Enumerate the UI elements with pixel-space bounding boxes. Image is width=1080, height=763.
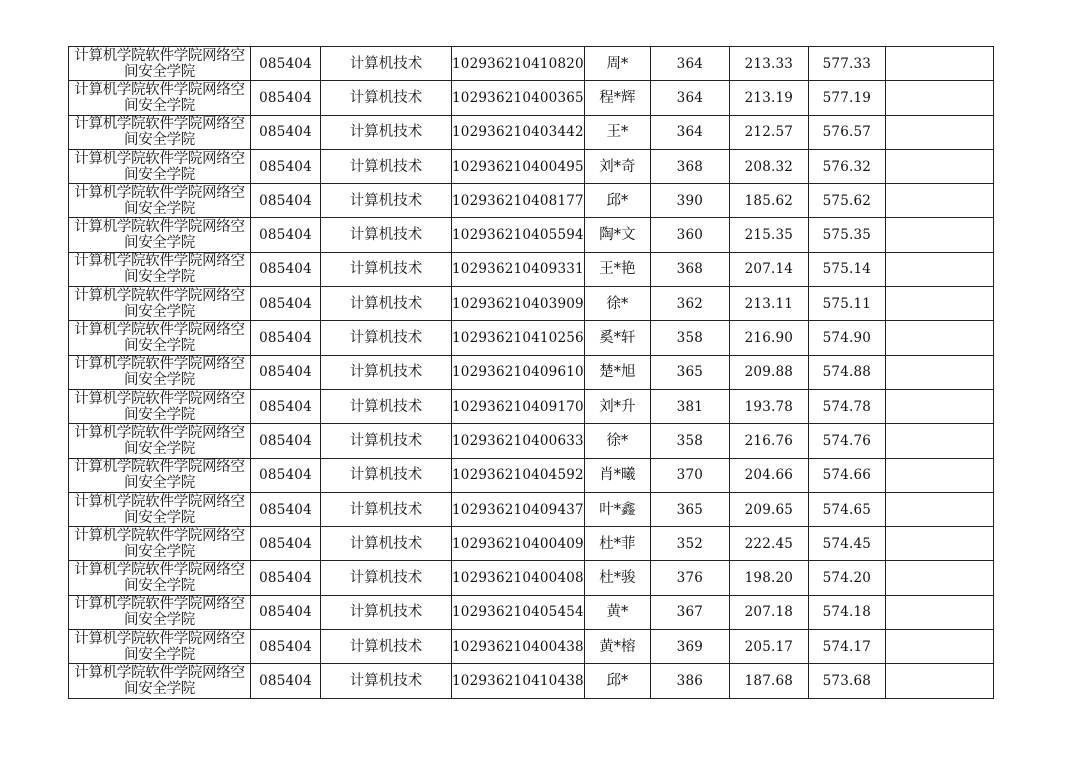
- total-score-cell: 574.65: [808, 492, 885, 526]
- total-score-cell: 574.17: [808, 630, 885, 664]
- major-name-cell: 计算机技术: [321, 492, 452, 526]
- college-cell: 计算机学院软件学院网络空间安全学院: [69, 81, 251, 115]
- exam-id-cell: 102936210400365: [452, 81, 585, 115]
- exam-id-cell: 102936210400633: [452, 424, 585, 458]
- total-score-cell: 576.57: [808, 115, 885, 149]
- remark-cell: [885, 149, 993, 183]
- major-name-cell: 计算机技术: [321, 184, 452, 218]
- candidate-name-cell: 徐*: [584, 287, 650, 321]
- major-name-cell: 计算机技术: [321, 115, 452, 149]
- table-row: [69, 458, 994, 492]
- total-score-cell: 577.33: [808, 47, 885, 81]
- college-cell: 计算机学院软件学院网络空间安全学院: [69, 115, 251, 149]
- table-row: [69, 184, 994, 218]
- candidate-name-cell: 程*辉: [584, 81, 650, 115]
- total-score-cell: 575.11: [808, 287, 885, 321]
- college-cell: 计算机学院软件学院网络空间安全学院: [69, 218, 251, 252]
- exam-id-cell: 102936210400438: [452, 630, 585, 664]
- table-row: [69, 492, 994, 526]
- table-row: [69, 252, 994, 286]
- initial-score-cell: 365: [650, 355, 729, 389]
- remark-cell: [885, 424, 993, 458]
- retest-score-cell: 198.20: [729, 561, 808, 595]
- total-score-cell: 574.78: [808, 389, 885, 423]
- major-code-cell: 085404: [251, 595, 321, 629]
- initial-score-cell: 368: [650, 149, 729, 183]
- major-code-cell: 085404: [251, 389, 321, 423]
- exam-id-cell: 102936210410438: [452, 664, 585, 698]
- exam-id-cell: 102936210409610: [452, 355, 585, 389]
- exam-id-cell: 102936210405454: [452, 595, 585, 629]
- total-score-cell: 574.45: [808, 527, 885, 561]
- major-name-cell: 计算机技术: [321, 424, 452, 458]
- major-name-cell: 计算机技术: [321, 458, 452, 492]
- major-code-cell: 085404: [251, 47, 321, 81]
- major-name-cell: 计算机技术: [321, 389, 452, 423]
- candidate-name-cell: 肖*曦: [584, 458, 650, 492]
- candidate-name-cell: 黄*: [584, 595, 650, 629]
- initial-score-cell: 360: [650, 218, 729, 252]
- remark-cell: [885, 561, 993, 595]
- total-score-cell: 574.18: [808, 595, 885, 629]
- major-name-cell: 计算机技术: [321, 561, 452, 595]
- major-name-cell: 计算机技术: [321, 321, 452, 355]
- table-body: [69, 47, 994, 699]
- table-row: [69, 81, 994, 115]
- college-cell: 计算机学院软件学院网络空间安全学院: [69, 321, 251, 355]
- college-cell: 计算机学院软件学院网络空间安全学院: [69, 252, 251, 286]
- remark-cell: [885, 81, 993, 115]
- major-name-cell: 计算机技术: [321, 664, 452, 698]
- initial-score-cell: 376: [650, 561, 729, 595]
- retest-score-cell: 209.88: [729, 355, 808, 389]
- retest-score-cell: 204.66: [729, 458, 808, 492]
- major-code-cell: 085404: [251, 115, 321, 149]
- remark-cell: [885, 115, 993, 149]
- remark-cell: [885, 527, 993, 561]
- college-cell: 计算机学院软件学院网络空间安全学院: [69, 424, 251, 458]
- table-row: [69, 527, 994, 561]
- table-row: [69, 218, 994, 252]
- remark-cell: [885, 184, 993, 218]
- exam-id-cell: 102936210409331: [452, 252, 585, 286]
- major-code-cell: 085404: [251, 149, 321, 183]
- major-name-cell: 计算机技术: [321, 218, 452, 252]
- retest-score-cell: 213.19: [729, 81, 808, 115]
- initial-score-cell: 386: [650, 664, 729, 698]
- college-cell: 计算机学院软件学院网络空间安全学院: [69, 527, 251, 561]
- candidate-name-cell: 黄*榕: [584, 630, 650, 664]
- major-code-cell: 085404: [251, 218, 321, 252]
- candidate-name-cell: 邱*: [584, 664, 650, 698]
- retest-score-cell: 193.78: [729, 389, 808, 423]
- total-score-cell: 574.20: [808, 561, 885, 595]
- exam-id-cell: 102936210409437: [452, 492, 585, 526]
- initial-score-cell: 381: [650, 389, 729, 423]
- exam-id-cell: 102936210403442: [452, 115, 585, 149]
- college-cell: 计算机学院软件学院网络空间安全学院: [69, 664, 251, 698]
- initial-score-cell: 352: [650, 527, 729, 561]
- exam-id-cell: 102936210410256: [452, 321, 585, 355]
- table-row: [69, 287, 994, 321]
- exam-id-cell: 102936210405594: [452, 218, 585, 252]
- remark-cell: [885, 218, 993, 252]
- candidate-name-cell: 刘*升: [584, 389, 650, 423]
- total-score-cell: 575.35: [808, 218, 885, 252]
- major-name-cell: 计算机技术: [321, 81, 452, 115]
- admission-score-table: [68, 46, 994, 699]
- retest-score-cell: 205.17: [729, 630, 808, 664]
- total-score-cell: 577.19: [808, 81, 885, 115]
- major-code-cell: 085404: [251, 287, 321, 321]
- remark-cell: [885, 355, 993, 389]
- major-name-cell: 计算机技术: [321, 527, 452, 561]
- table-row: [69, 355, 994, 389]
- major-code-cell: 085404: [251, 184, 321, 218]
- initial-score-cell: 367: [650, 595, 729, 629]
- total-score-cell: 574.76: [808, 424, 885, 458]
- retest-score-cell: 207.18: [729, 595, 808, 629]
- remark-cell: [885, 595, 993, 629]
- retest-score-cell: 209.65: [729, 492, 808, 526]
- candidate-name-cell: 徐*: [584, 424, 650, 458]
- exam-id-cell: 102936210410820: [452, 47, 585, 81]
- college-cell: 计算机学院软件学院网络空间安全学院: [69, 458, 251, 492]
- exam-id-cell: 102936210409170: [452, 389, 585, 423]
- remark-cell: [885, 630, 993, 664]
- candidate-name-cell: 邱*: [584, 184, 650, 218]
- major-name-cell: 计算机技术: [321, 149, 452, 183]
- retest-score-cell: 185.62: [729, 184, 808, 218]
- college-cell: 计算机学院软件学院网络空间安全学院: [69, 355, 251, 389]
- initial-score-cell: 370: [650, 458, 729, 492]
- major-name-cell: 计算机技术: [321, 595, 452, 629]
- total-score-cell: 576.32: [808, 149, 885, 183]
- major-name-cell: 计算机技术: [321, 252, 452, 286]
- total-score-cell: 574.66: [808, 458, 885, 492]
- major-code-cell: 085404: [251, 252, 321, 286]
- retest-score-cell: 215.35: [729, 218, 808, 252]
- college-cell: 计算机学院软件学院网络空间安全学院: [69, 389, 251, 423]
- initial-score-cell: 368: [650, 252, 729, 286]
- total-score-cell: 575.62: [808, 184, 885, 218]
- table-row: [69, 424, 994, 458]
- table-row: [69, 115, 994, 149]
- remark-cell: [885, 287, 993, 321]
- retest-score-cell: 208.32: [729, 149, 808, 183]
- table-row: [69, 47, 994, 81]
- retest-score-cell: 213.33: [729, 47, 808, 81]
- table-row: [69, 595, 994, 629]
- major-code-cell: 085404: [251, 492, 321, 526]
- retest-score-cell: 222.45: [729, 527, 808, 561]
- candidate-name-cell: 王*: [584, 115, 650, 149]
- exam-id-cell: 102936210400408: [452, 561, 585, 595]
- college-cell: 计算机学院软件学院网络空间安全学院: [69, 287, 251, 321]
- total-score-cell: 575.14: [808, 252, 885, 286]
- exam-id-cell: 102936210400495: [452, 149, 585, 183]
- initial-score-cell: 364: [650, 47, 729, 81]
- initial-score-cell: 358: [650, 321, 729, 355]
- major-code-cell: 085404: [251, 630, 321, 664]
- major-code-cell: 085404: [251, 561, 321, 595]
- initial-score-cell: 362: [650, 287, 729, 321]
- college-cell: 计算机学院软件学院网络空间安全学院: [69, 149, 251, 183]
- table-row: [69, 664, 994, 698]
- major-name-cell: 计算机技术: [321, 47, 452, 81]
- major-name-cell: 计算机技术: [321, 630, 452, 664]
- total-score-cell: 574.90: [808, 321, 885, 355]
- initial-score-cell: 358: [650, 424, 729, 458]
- table-row: [69, 389, 994, 423]
- exam-id-cell: 102936210400409: [452, 527, 585, 561]
- retest-score-cell: 213.11: [729, 287, 808, 321]
- candidate-name-cell: 王*艳: [584, 252, 650, 286]
- candidate-name-cell: 杜*菲: [584, 527, 650, 561]
- major-code-cell: 085404: [251, 321, 321, 355]
- exam-id-cell: 102936210403909: [452, 287, 585, 321]
- major-code-cell: 085404: [251, 424, 321, 458]
- remark-cell: [885, 458, 993, 492]
- college-cell: 计算机学院软件学院网络空间安全学院: [69, 561, 251, 595]
- major-code-cell: 085404: [251, 81, 321, 115]
- table-row: [69, 321, 994, 355]
- college-cell: 计算机学院软件学院网络空间安全学院: [69, 184, 251, 218]
- exam-id-cell: 102936210404592: [452, 458, 585, 492]
- remark-cell: [885, 252, 993, 286]
- initial-score-cell: 365: [650, 492, 729, 526]
- college-cell: 计算机学院软件学院网络空间安全学院: [69, 47, 251, 81]
- college-cell: 计算机学院软件学院网络空间安全学院: [69, 492, 251, 526]
- table-row: [69, 149, 994, 183]
- college-cell: 计算机学院软件学院网络空间安全学院: [69, 595, 251, 629]
- college-cell: 计算机学院软件学院网络空间安全学院: [69, 630, 251, 664]
- total-score-cell: 574.88: [808, 355, 885, 389]
- total-score-cell: 573.68: [808, 664, 885, 698]
- major-code-cell: 085404: [251, 664, 321, 698]
- remark-cell: [885, 664, 993, 698]
- table-row: [69, 561, 994, 595]
- retest-score-cell: 207.14: [729, 252, 808, 286]
- initial-score-cell: 369: [650, 630, 729, 664]
- major-code-cell: 085404: [251, 355, 321, 389]
- initial-score-cell: 390: [650, 184, 729, 218]
- remark-cell: [885, 492, 993, 526]
- remark-cell: [885, 389, 993, 423]
- major-name-cell: 计算机技术: [321, 355, 452, 389]
- candidate-name-cell: 杜*骏: [584, 561, 650, 595]
- candidate-name-cell: 叶*鑫: [584, 492, 650, 526]
- initial-score-cell: 364: [650, 81, 729, 115]
- retest-score-cell: 216.90: [729, 321, 808, 355]
- candidate-name-cell: 陶*文: [584, 218, 650, 252]
- remark-cell: [885, 47, 993, 81]
- exam-id-cell: 102936210408177: [452, 184, 585, 218]
- retest-score-cell: 216.76: [729, 424, 808, 458]
- major-code-cell: 085404: [251, 527, 321, 561]
- retest-score-cell: 187.68: [729, 664, 808, 698]
- table-row: [69, 630, 994, 664]
- initial-score-cell: 364: [650, 115, 729, 149]
- retest-score-cell: 212.57: [729, 115, 808, 149]
- candidate-name-cell: 刘*奇: [584, 149, 650, 183]
- remark-cell: [885, 321, 993, 355]
- major-code-cell: 085404: [251, 458, 321, 492]
- candidate-name-cell: 奚*轩: [584, 321, 650, 355]
- major-name-cell: 计算机技术: [321, 287, 452, 321]
- candidate-name-cell: 周*: [584, 47, 650, 81]
- candidate-name-cell: 楚*旭: [584, 355, 650, 389]
